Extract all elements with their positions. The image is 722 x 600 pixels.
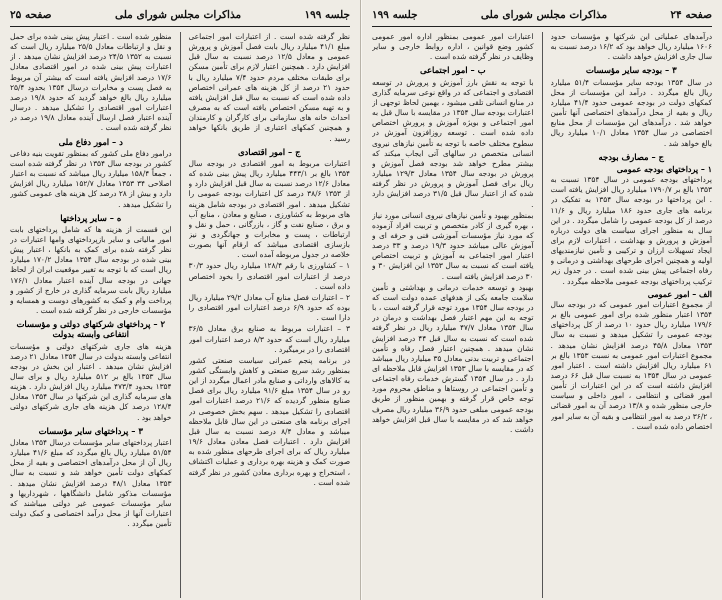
section-heading: ج – امور اقتصادی bbox=[238, 146, 301, 157]
paragraph: از مجموع اعتبارات امور عمومی که در بودجه سال ۱۳۵۴ اعتبار منظور شده برای امور عمومی بالغ بر ۱۷۹/۶ میلیارد ریال حدود ۱۰ درصد از کل پرداختهای بودجه عمومی را تشکیل میدهد و نسبت به سال ۱۳۵۳ معادل ۴۵/۸ درصد افزایش نشان میدهد . مجموع اعتبارات امور عمومی به نسبت ۱۳۵۳ بالغ بر ۶۱ میلیارد ریال افزایش داشته است . اعتبار امور عمومی در سال ۱۳۵۴ به نسبت سال قبل ۶۶ درصد افزایش داشته است که در این اعتبارات از تأمین امور قضائی و انتظامی ، امور داخلی و سیاست خارجی منظور شده و ۱۳/۸ درصد آن به امور قضائی ، ۳۶/۲ درصد به امور انتظامی و بقیه آن به سایر امور اختصاص داده شده است . bbox=[550, 299, 712, 431]
left-page-header bbox=[10, 6, 350, 27]
page-number: صفحه ۲۵ bbox=[10, 9, 52, 21]
section-heading: ۳ – بودجه سایر مؤسسات bbox=[585, 65, 677, 76]
session-number: جلسه ۱۹۹ bbox=[304, 9, 350, 21]
text-column bbox=[372, 32, 534, 598]
left-page-columns bbox=[10, 32, 350, 598]
paragraph: ۲ – اعتبارات فصل منابع آب معادل ۲۹/۲ میلیارد ریال بوده که حدود ۶/۹ درصد اعتبارات امور اقتصادی را دارا است . bbox=[188, 292, 350, 323]
session-number: جلسه ۱۹۹ bbox=[372, 9, 418, 21]
paragraph: ۳ – اعتبارات مربوط به صنایع برق معادل ۳۶/۵ میلیارد ریال است که حدود ۸/۳ درصد اعتبارات امور اقتصادی را در برمیگیرد . bbox=[188, 324, 350, 354]
section-heading: د – امور دفاع ملی bbox=[58, 136, 123, 147]
column-divider bbox=[180, 32, 181, 598]
paragraph: درامور دفاع ملی کشور که بمنظور تقویت بنیه دفاعی کشور در بودجه سال ۱۳۵۴ در نظر گرفته شده است ، جمعاً ۱۵۸/۴ میلیارد ریال میباشد که نسبت به اعتبار اصلاحی ۳۴ ۱۳۵۳ معادل ۱۵۲/۷ میلیارد ریال افزایش دارد و بیش از ۲۸ درصد کل هزینه های عمومی کشور را تشکیل میدهد . bbox=[10, 148, 172, 209]
section-heading: ه – سایر پرداختها bbox=[60, 212, 122, 223]
paragraph: درآمدهای عملیاتی این شرکتها و مؤسسات حدود ۱۶۰۶ میلیارد ریال خواهد بود که ۱۶/۲ درصد نسبت به سال جاری افزایش خواهد داشت . bbox=[550, 32, 712, 62]
page-number: صفحه ۲۴ bbox=[670, 9, 712, 21]
section-heading: الف – امور عمومی bbox=[647, 288, 712, 299]
paragraph: اعتبار پرداختهای سایر مؤسسات درسال ۱۳۵۴ معادل ۵۱/۵۴ میلیارد ریال بالغ میگردد که مبلغ ۴۱/۶ میلیارد ریال آن از محل درآمدهای اختصاصی و بقیه از محل کمکهای دولت تأمین خواهد شد و نسبت به سال ۱۳۵۳ معادل ۴۸/۱ درصد افزایش نشان میدهد . مؤسسات مذکور شامل دانشگاهها ، شهرداریها و سایر مؤسسات عمومی غیر دولتی میباشند که اعتبارات آنها از محل درآمد اختصاصی و کمک دولت تأمین میگردد . bbox=[10, 437, 172, 529]
paragraph: اعتبارات مربوط به امور اقتصادی در بودجه سال ۱۳۵۴ بالغ بر ۴۴۳/۱ میلیارد ریال پیش بینی شده که معادل ۱۲/۶ درصد نسبت به سال قبل افزایش دارد و از ۱۳۵۳ ۳۸/۶ درصد کل اعتبارات بودجه عمومی را تشکیل میدهد . امور اقتصادی در بودجه شامل هزینه های مربوط به کشاورزی ، صنایع و معادن ، منابع آب و برق ، صنایع نفت و گاز ، بازرگانی ، حمل و نقل و ارتباطات ، پست و مخابرات و جهانگردی و نیز بازسازی اقتصادی میباشد که ارقام آنها بصورت خلاصه در جدول مربوطه آمده است . bbox=[188, 158, 350, 260]
paragraph: منظور شده است . اعتبار پیش بینی شده برای حمل و نقل و ارتباطات معادل ۲۵/۵ میلیارد ریال است که نسبت به ۱۳۵۲ ۲۴/۵ درصد افزایش نشان میدهد . از اعتبارات پیش بینی شده در امور اقتصادی معادل ۱۷/۶ درصد افزایش یافته است که بیشتر آن مربوط به فصل پست و مخابرات درسال ۱۳۵۴ بحدود ۲۵/۴ میلیارد ریال بالغ خواهد گردید که حدود ۱۹/۸ درصد اعتبارات امور اقتصادی را تشکیل میدهد . درسال آینده اعتبار فصل ارسال آینده معادل ۱۹/۸ درصد در نظر گرفته شده است . bbox=[10, 32, 172, 133]
paragraph: در سال ۱۳۵۴ بودجه سایر مؤسسات ۵۱/۴ میلیارد ریال بالغ میگردد . درآمد این مؤسسات از محل کمکهای دولت در بودجه عمومی حدود ۴۱/۴ میلیارد ریال و بقیه از محل درآمدهای اختصاصی آنها تأمین خواهد شد . درآمدهای این مؤسسات از محل منابع اختصاصی در سال ۱۳۵۴ معادل ۱۰/۱ میلیارد ریال بالغ خواهد شد . bbox=[550, 77, 712, 148]
running-title: مذاکرات مجلس شورای ملی bbox=[480, 9, 608, 21]
running-title: مذاکرات مجلس شورای ملی bbox=[114, 9, 242, 21]
text-column bbox=[189, 32, 351, 598]
right-page-columns bbox=[372, 32, 712, 598]
section-heading: ب – امور اجتماعی bbox=[420, 65, 486, 76]
column-divider bbox=[542, 32, 543, 598]
right-page bbox=[361, 0, 722, 600]
paragraph: بهبود و توسعه خدمات درمانی و بهداشتی و تأمین سلامت جامعه یکی از هدفهای عمده دولت است که در بودجه سال ۱۳۵۴ مورد توجه قرار گرفته است ، با توجه به این مهم اعتبار فصل بهداشت و درمان در سال ۱۳۵۴ معادل ۴۷/۷ میلیارد ریال در نظر گرفته شده است که نسبت به سال قبل ۴۴ درصد افزایش نشان میدهد . همچنین اعتبار فصل رفاه و تأمین اجتماعی و تربیت بدنی معادل ۳۵ میلیارد ریال میباشد که در مقایسه با سال ۱۳۵۳ افزایش قابل ملاحظه ای دارد . در سال ۱۳۵۴ گسترش خدمات رفاه اجتماعی و تأمین اجتماعی در روستاها و مناطق محروم مورد توجه خاص قرار گرفته و بهمین منظور از طریق بودجه عمومی مبلغی حدود ۳۶/۹ میلیارد ریال مصرف خواهد شد که در مقایسه با سال قبل افزایش خواهد داشت . bbox=[372, 282, 534, 434]
section-heading: ج – مصارف بودجه bbox=[598, 151, 664, 162]
paragraph: این قسمت از هزینه ها که شامل پرداختهای بابت امور مالیاتی و سایر بازپرداختهای وامها اعتبارات در نظر گرفته شده برای کمک به بانکها ، اعتبار پیش بینی شده در بودجه سال ۱۳۵۴ معادل ۱۷۰/۲ میلیارد ریال است که با توجه به تغییر موقعیت ایران از لحاظ جهانی در بودجه سال آینده اعتبار معادل ۱۷۶/۱ میلیارد ریال بابت سرمایه گذاری در خارج از کشور و پرداخت وام و کمک به کشورهای دوست و همسایه و مؤسسات خارجی در نظر گرفته شده است . bbox=[10, 224, 172, 316]
paragraph: با توجه به نقش بارز آموزش و پرورش در توسعه اقتصادی و اجتماعی که در واقع نوعی سرمایه گذاری در منابع انسانی تلقی میشود ، بهمین لحاظ توجهی از اعتبارات بودجه سال ۱۳۵۴ در مقایسه با سال قبل به امور اجتماعی و بویژه آموزش و پرورش اختصاص داده شده است . توسعه روزافزون آموزش در سطوح مختلف خاصه با توجه به تأمین نیازهای نیروی انسانی متخصص در سالهای آتی ایجاب میکند که بیشتر مطرح خواهد شد بودجه فصل آموزش و پرورش در بودجه سال ۱۳۵۴ معادل ۱۲۹/۳ میلیارد ریال برای فصل آموزش و پرورش در نظر گرفته شده که از اعتبار سال قبل ۳۱/۵ درصد افزایش دارد . bbox=[372, 77, 534, 209]
paragraph: ۱ – کشاورزی با رقم ۱۲۸/۴ میلیارد ریال حدود ۳۰/۳ درصد از اعتبارات امور اقتصادی را بخود اختصاص داده است . bbox=[188, 261, 350, 291]
paragraph: نظر گرفته شده است . از اعتبارات امور اجتماعی مبلغ ۴۱/۱ میلیارد ریال بابت فصل آموزش و پرورش عمومی و معادل ۱۲/۵ درصد نسبت به سال قبل افزایش دارد . همچنین اعتبار لازم برای تأمین مسکن برای طبقات مختلف مردم حدود ۷/۴ میلیارد ریال با حدود ۲۱ درصد از کل هزینه های عمرانی اختصاص داده شده است که نسبت به سال قبل افزایش یافته و به تهیه مسکن اختصاص یافته است که به مصرف احداث خانه های سازمانی برای کارگران و کارمندان و همچنین کمکهای اعتباری از طریق بانکها خواهد رسید . bbox=[188, 32, 350, 143]
right-page-header bbox=[372, 6, 712, 27]
text-column bbox=[10, 32, 172, 598]
paragraph: بمنظور بهبود و تأمین نیازهای نیروی انسانی مورد نیاز ، بهره گیری از کادر متخصص و تربیت افراد آزموده که مورد نیاز مؤسسات آموزشی فنی و حرفه ای و آموزش عالی میباشد حدود ۱۹/۳ درصد و ۳۳ درصد اعتبار امور اجتماعی به آموزش و تربیت اختصاص یافته است که نسبت به سال ۱۳۵۳ این افزایش ۳۰ و ۳۰ درصد افزایش یافته است . bbox=[372, 210, 534, 281]
section-heading: ۱ – پرداختهای بودجه عمومی bbox=[616, 163, 712, 174]
paragraph: هزینه های جاری شرکتهای دولتی و مؤسسات انتفاعی وابسته بدولت در سال ۱۳۵۴ معادل ۲۱ درصد افزایش نشان میدهد . اعتبار این بخش در بودجه سال ۱۳۵۳ بالغ بر ۵۱۲ میلیارد ریال و برای سال ۱۳۵۴ بحدود ۴۷۳/۴ میلیارد ریال افزایش دارد . هزینه های سرمایه گذاری این شرکتها در سال ۱۳۵۴ معادل ۱۲۸/۴ درصد کل هزینه های جاری شرکتهای دولتی خواهد بود . bbox=[10, 341, 172, 422]
paragraph: در برنامه پنجم عمرانی سیاست صنعتی کشور بمنظور رشد سریع صنعتی و کاهش وابستگی کشور به کالاهای وارداتی و صنایع مادر اعمال میگردد از این رو در سال ۱۳۵۴ مبلغ ۹۱/۶ میلیارد ریال برای فصل صنایع منظور گردیده که ۲۱/۶ درصد اعتبارات امور اقتصادی را تشکیل میدهد . سهم بخش خصوصی در اجرای برنامه های صنعتی در این سال قابل ملاحظه میباشد و معادل ۸/۴ درصد نسبت به سال قبل افزایش دارد . اعتبارات فصل معادن معادل ۱۹/۶ میلیارد ریال که برای اجرای طرحهای منظور شده به صورت کمک و هزینه بهره برداری و عملیات اکتشاف ، استخراج و بهره برداری معادن کشور در نظر گرفته شده است . bbox=[188, 355, 350, 487]
section-heading: ۲ – پرداختهای شرکتهای دولتی و مؤسسات انتفاعی وابسته بدولت bbox=[16, 319, 166, 340]
paragraph: پرداختهای بودجه عمومی در سال ۱۳۵۴ نسبت به ۱۳۵۳ بالغ بر ۱۷۹۰/۷ میلیارد ریال افزایش یافته است . این پرداختها در بودجه سال ۱۳۵۴ به تفکیک در برنامه های جاری حدود ۱۸۶ میلیارد ریال و ۱۱/۶ درصد از کل بودجه عمومی را شامل میگردد . در این سال به منظور اجرای سیاست های دولت درباره آموزش و پرورش و بهداشت ، اعتبارات لازم برای ایجاد تسهیلات ارزان و ترکیبی و تأمین نیازمندیهای اولیه و همچنین اجرای طرحهای بهداشتی و درمانی و رفاه اجتماعی پیش بینی شده است . در جدول زیر ترکیب پرداختهای بودجه عمومی ملاحظه میگردد . bbox=[550, 175, 712, 286]
text-column bbox=[551, 32, 713, 598]
section-heading: ۳ – پرداختهای سایر مؤسسات bbox=[38, 425, 143, 436]
paragraph: اعتبارات امور عمومی بمنظور اداره امور عمومی کشور وضع قوانین ، اداره روابط خارجی و سایر وظایف در نظر گرفته شده است . bbox=[372, 32, 534, 62]
